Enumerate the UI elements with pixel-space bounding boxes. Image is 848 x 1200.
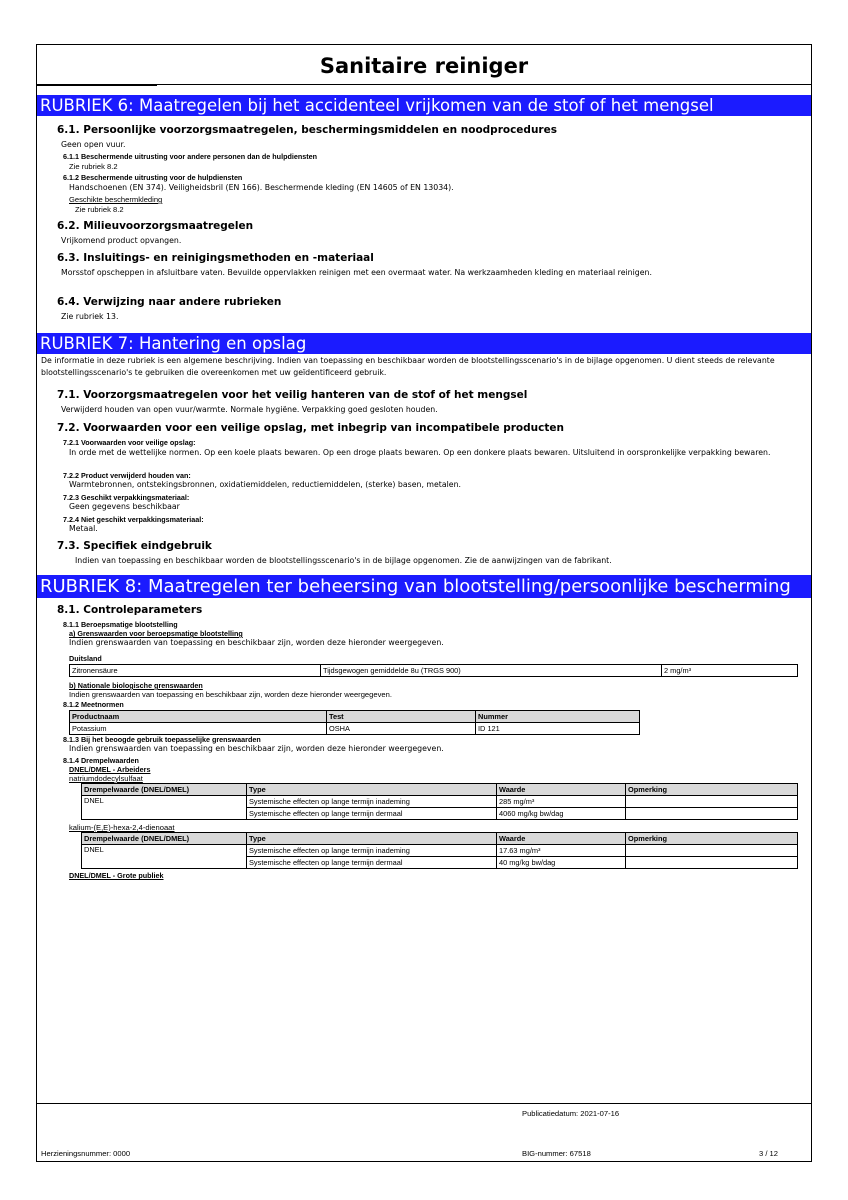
- big-number: BIG-nummer: 67518: [522, 1149, 591, 1158]
- dnel-table-2: [81, 832, 798, 869]
- table-cell: OSHA: [327, 723, 476, 735]
- col-header: Type: [247, 833, 497, 845]
- table-cell: 40 mg/kg bw/dag: [497, 857, 626, 869]
- table-cell: DNEL: [82, 796, 247, 820]
- text-6-3: Morsstof opscheppen in afsluitbare vaten. Bevuilde oppervlakken reinigen met een overmaat water. Na werkzaamheden kleding en materiaal reinigen.: [61, 268, 652, 277]
- measurement-table: [69, 710, 640, 735]
- table-row: [82, 845, 798, 857]
- table-cell: Systemische effecten op lange termijn inademing: [247, 845, 497, 857]
- subheading-public: DNEL/DMEL - Grote publiek: [69, 871, 164, 880]
- heading-7-1: 7.1. Voorzorgsmaatregelen voor het veilig hanteren van de stof of het mengsel: [57, 389, 528, 401]
- col-header: Waarde: [497, 833, 626, 845]
- heading-8-1-3: 8.1.3 Bij het beoogde gebruik toepasselijke grenswaarden: [63, 735, 261, 744]
- dnel-table-1: [81, 783, 798, 820]
- table-row: [70, 723, 640, 735]
- subheading-protective-clothing: Geschikte beschermkleding: [69, 195, 163, 204]
- table-row: [82, 784, 798, 796]
- table-cell: [626, 845, 798, 857]
- heading-6-3: 6.3. Insluitings- en reinigingsmethoden en -materiaal: [57, 252, 374, 264]
- table-cell: Systemische effecten op lange termijn inademing: [247, 796, 497, 808]
- subheading-workers: DNEL/DMEL - Arbeiders: [69, 765, 151, 774]
- title-rule-thick: [37, 84, 157, 86]
- text-7-3: Indien van toepassing en beschikbaar worden de blootstellingsscenario's in de bijlage opgenomen. Zie de aanwijzingen van de fabrikant.: [75, 556, 612, 565]
- section-7-header: RUBRIEK 7: Hantering en opslag: [37, 333, 811, 354]
- section-8-header: RUBRIEK 8: Maatregelen ter beheersing van blootstelling/persoonlijke bescherming: [37, 575, 811, 598]
- table-cell: [626, 808, 798, 820]
- col-header: Opmerking: [626, 833, 798, 845]
- col-header: Type: [247, 784, 497, 796]
- document-frame: [36, 44, 812, 1162]
- text-6-1-2: Handschoenen (EN 374). Veiligheidsbril (EN 166). Beschermende kleding (EN 14605 of EN 13034).: [69, 183, 454, 192]
- heading-8-1-2: 8.1.2 Meetnormen: [63, 700, 124, 709]
- text-8-1-1b: Indien grenswaarden van toepassing en beschikbaar zijn, worden deze hieronder weergegeven.: [69, 690, 392, 699]
- heading-6-1: 6.1. Persoonlijke voorzorgsmaatregelen, beschermingsmiddelen en noodprocedures: [57, 124, 557, 136]
- substance-2-name: kalium-(E,E)-hexa-2,4-dienoaat: [69, 823, 175, 832]
- heading-6-4: 6.4. Verwijzing naar andere rubrieken: [57, 296, 282, 308]
- text-7-2-3: Geen gegevens beschikbaar: [69, 502, 180, 511]
- col-header: Waarde: [497, 784, 626, 796]
- heading-8-1-1: 8.1.1 Beroepsmatige blootstelling: [63, 620, 178, 629]
- text-7-2-2: Warmtebronnen, ontstekingsbronnen, oxidatiemiddelen, reductiemiddelen, (sterke) basen, metalen.: [69, 480, 462, 489]
- text-6-4: Zie rubriek 13.: [61, 312, 119, 321]
- table-cell: Systemische effecten op lange termijn dermaal: [247, 857, 497, 869]
- table-cell: [626, 796, 798, 808]
- table-cell: ID 121: [476, 723, 640, 735]
- table-cell: 4060 mg/kg bw/dag: [497, 808, 626, 820]
- heading-6-2: 6.2. Milieuvoorzorgsmaatregelen: [57, 220, 254, 232]
- text-7-2-1: In orde met de wettelijke normen. Op een koele plaats bewaren. Op een droge plaats bewaren. Op een donkere plaats bewaren. Uitsluitend in oorspronkelijke verpakking bewaren.: [69, 448, 771, 457]
- document-title: Sanitaire reiniger: [319, 54, 529, 78]
- subheading-oel: a) Grenswaarden voor beroepsmatige blootstelling: [69, 629, 243, 638]
- revision-number: Herzieningsnummer: 0000: [41, 1149, 131, 1158]
- heading-7-2-2: 7.2.2 Product verwijderd houden van:: [63, 471, 191, 480]
- oel-value: 2 mg/m³: [662, 665, 798, 677]
- text-7-2-4: Metaal.: [69, 524, 98, 533]
- substance-1-name: natriumdodecylsulfaat: [69, 774, 143, 783]
- table-cell: Potassium: [70, 723, 327, 735]
- heading-6-1-2: 6.1.2 Beschermende uitrusting voor de hulpdiensten: [63, 173, 243, 182]
- table-cell: 17.63 mg/m³: [497, 845, 626, 857]
- heading-7-3: 7.3. Specifiek eindgebruik: [57, 540, 212, 552]
- table-cell: Systemische effecten op lange termijn dermaal: [247, 808, 497, 820]
- section-6-header: RUBRIEK 6: Maatregelen bij het accidenteel vrijkomen van de stof of het mengsel: [37, 95, 811, 116]
- text-8-1-1a: Indien grenswaarden van toepassing en beschikbaar zijn, worden deze hieronder weergegeven.: [69, 638, 444, 647]
- heading-7-2-4: 7.2.4 Niet geschikt verpakkingsmateriaal:: [63, 515, 204, 524]
- table-row: [70, 665, 798, 677]
- table-cell: DNEL: [82, 845, 247, 869]
- heading-6-1-1: 6.1.1 Beschermende uitrusting voor andere personen dan de hulpdiensten: [63, 152, 318, 161]
- heading-8-1-4: 8.1.4 Drempelwaarden: [63, 756, 139, 765]
- table-row: [82, 796, 798, 808]
- table-row: [70, 711, 640, 723]
- table-cell: 285 mg/m³: [497, 796, 626, 808]
- text-7-intro: De informatie in deze rubriek is een algemene beschrijving. Indien van toepassing en beschikbaar worden de blootstellingsscenario's in de bijlage opgenomen. U dient steeds de relevante blootstellingsscenario's te gebruiken die overeenkomen met uw geïdentificeerd gebruik.: [41, 356, 775, 377]
- text-6-2: Vrijkomend product opvangen.: [61, 236, 182, 245]
- table-row: [82, 833, 798, 845]
- footer-rule: [37, 1103, 811, 1104]
- heading-7-2-3: 7.2.3 Geschikt verpakkingsmateriaal:: [63, 493, 190, 502]
- oel-substance: Zitronensäure: [70, 665, 321, 677]
- publication-date: Publicatiedatum: 2021-07-16: [522, 1109, 620, 1118]
- col-header: Drempelwaarde (DNEL/DMEL): [82, 833, 247, 845]
- heading-7-2-1: 7.2.1 Voorwaarden voor veilige opslag:: [63, 438, 196, 447]
- heading-7-2: 7.2. Voorwaarden voor een veilige opslag, met inbegrip van incompatibele producten: [57, 422, 564, 434]
- text-6-1: Geen open vuur.: [61, 140, 126, 149]
- text-6-1-1: Zie rubriek 8.2: [69, 162, 118, 171]
- heading-8-1: 8.1. Controleparameters: [57, 604, 203, 616]
- text-8-1-3: Indien grenswaarden van toepassing en beschikbaar zijn, worden deze hieronder weergegeven.: [69, 744, 444, 753]
- text-6-1-2b: Zie rubriek 8.2: [75, 205, 124, 214]
- col-header: Opmerking: [626, 784, 798, 796]
- subheading-biological: b) Nationale biologische grenswaarden: [69, 681, 203, 690]
- page-number: 3 / 12: [759, 1149, 778, 1158]
- col-header: Test: [327, 711, 476, 723]
- col-header: Nummer: [476, 711, 640, 723]
- col-header: Drempelwaarde (DNEL/DMEL): [82, 784, 247, 796]
- oel-table: [69, 664, 798, 677]
- table-cell: [626, 857, 798, 869]
- title-rule-thin: [157, 84, 811, 85]
- oel-type: Tijdsgewogen gemiddelde 8u (TRGS 900): [321, 665, 662, 677]
- col-header: Productnaam: [70, 711, 327, 723]
- country-label: Duitsland: [69, 654, 102, 663]
- text-7-1: Verwijderd houden van open vuur/warmte. Normale hygiëne. Verpakking goed gesloten houden.: [61, 405, 438, 414]
